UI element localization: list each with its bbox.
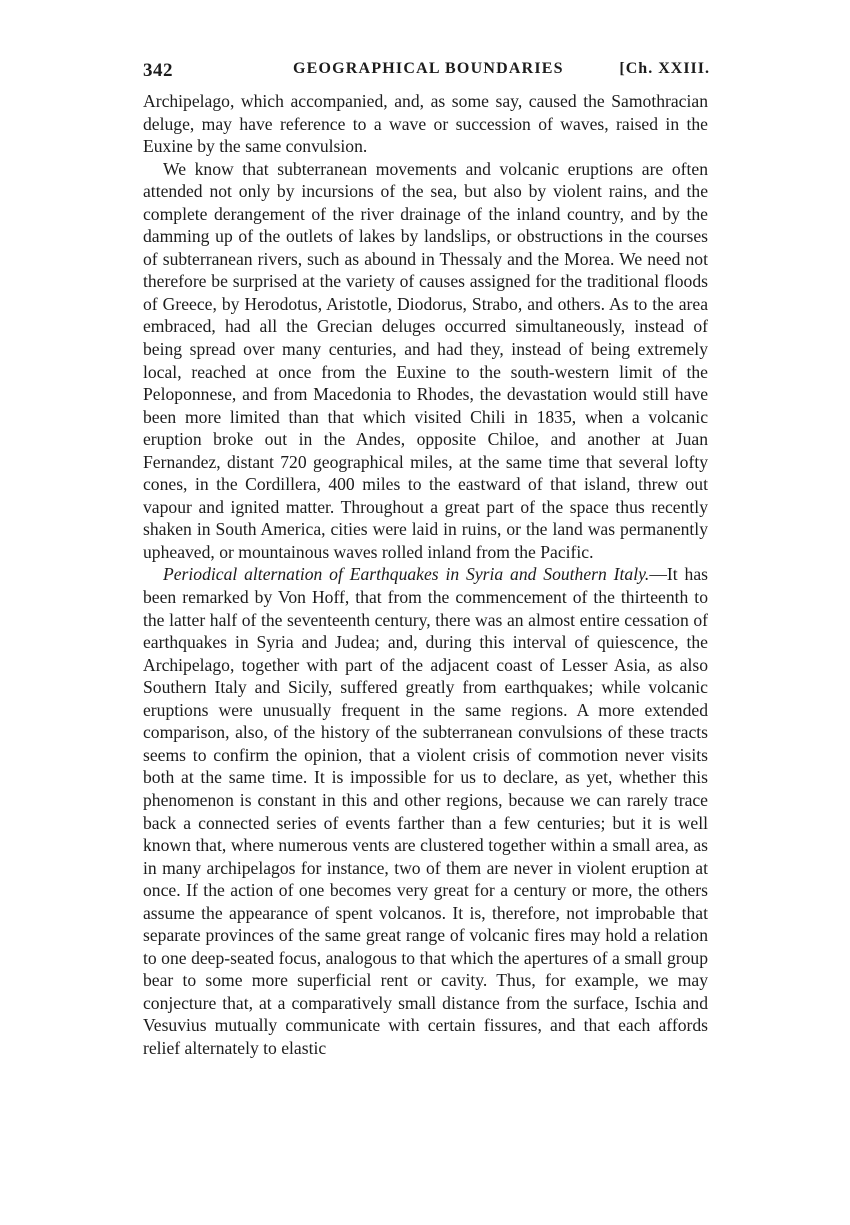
paragraph: We know that subterranean movements and volcanic eruptions are often attended not only by incursions of the sea, but also by violent rains, and the complete derangement of the river drainage of the inland country, and by the damming up of the outlets of lakes by landslips, or obstructions in the courses of subterranean rivers, such as abound in Thessaly and the Morea. We need not therefore be surprised at the variety of causes assigned for the traditional floods of Greece, by Herodotus, Aristotle, Diodorus, Strabo, and others. As to the area embraced, had all the Grecian deluges occurred simultaneously, instead of being spread over many centuries, and had they, instead of being extremely local, reached at once from the Euxine to the south-western limit of the Peloponnese, and from Macedonia to Rhodes, the devastation would still have been more limited than that which visited Chili in 1835, when a volcanic eruption broke out in the Andes, opposite Chiloe, and another at Juan Fernandez, distant 720 geographical miles, at the same time that several lofty cones, in the Cordillera, 400 miles to the eastward of that island, threw out vapour and ignited matter. Throughout a great part of the space thus recently shaken in South America, cities were laid in ruins, or the land was permanently upheaved, or mountainous waves rolled inland from the Pacific.: [143, 158, 708, 562]
book-page: [143, 58, 708, 1060]
page-header: [143, 58, 708, 86]
section-heading: Periodical alternation of Earthquakes in Syria and Southern Italy.: [163, 564, 650, 585]
chapter-label: [Ch. XXIII.: [619, 60, 710, 77]
running-title: GEOGRAPHICAL BOUNDARIES: [293, 60, 564, 77]
paragraph-with-heading: [143, 563, 708, 1059]
paragraph-continuation: Archipelago, which accompanied, and, as some say, caused the Samothracian deluge, may have reference to a wave or succession of waves, raised in the Euxine by the same convulsion.: [143, 91, 708, 157]
page-number: 342: [143, 60, 173, 81]
paragraph-body: —It has been remarked by Von Hoff, that from the commencement of the thirteenth to the latter half of the seventeenth century, there was an almost entire cessation of earthquakes in Syria and Judea; and, during this interval of quiescence, the Archipelago, together with part of the adjacent coast of Lesser Asia, as also Southern Italy and Sicily, suffered greatly from earthquakes; while volcanic eruptions were unusually frequent in the same regions. A more extended comparison, also, of the history of the subterranean convulsions of these tracts seems to confirm the opinion, that a violent crisis of commotion never visits both at the same time. It is impossible for us to declare, as yet, whether this phenomenon is constant in this and other regions, because we can rarely trace back a connected series of events farther than a few centuries; but it is well known that, where numerous vents are clustered together within a small area, as in many archipelagos for instance, two of them are never in violent eruption at once. If the action of one becomes very great for a century or more, the others assume the appearance of spent volcanos. It is, therefore, not improbable that separate provinces of the same great range of volcanic fires may hold a relation to one deep-seated focus, analogous to that which the apertures of a small group bear to some more superficial rent or cavity. Thus, for example, we may conjecture that, at a comparatively small distance from the surface, Ischia and Vesuvius mutually communicate with certain fissures, and that each affords relief alternately to elastic: [143, 564, 708, 1058]
body-text: [143, 90, 708, 1060]
